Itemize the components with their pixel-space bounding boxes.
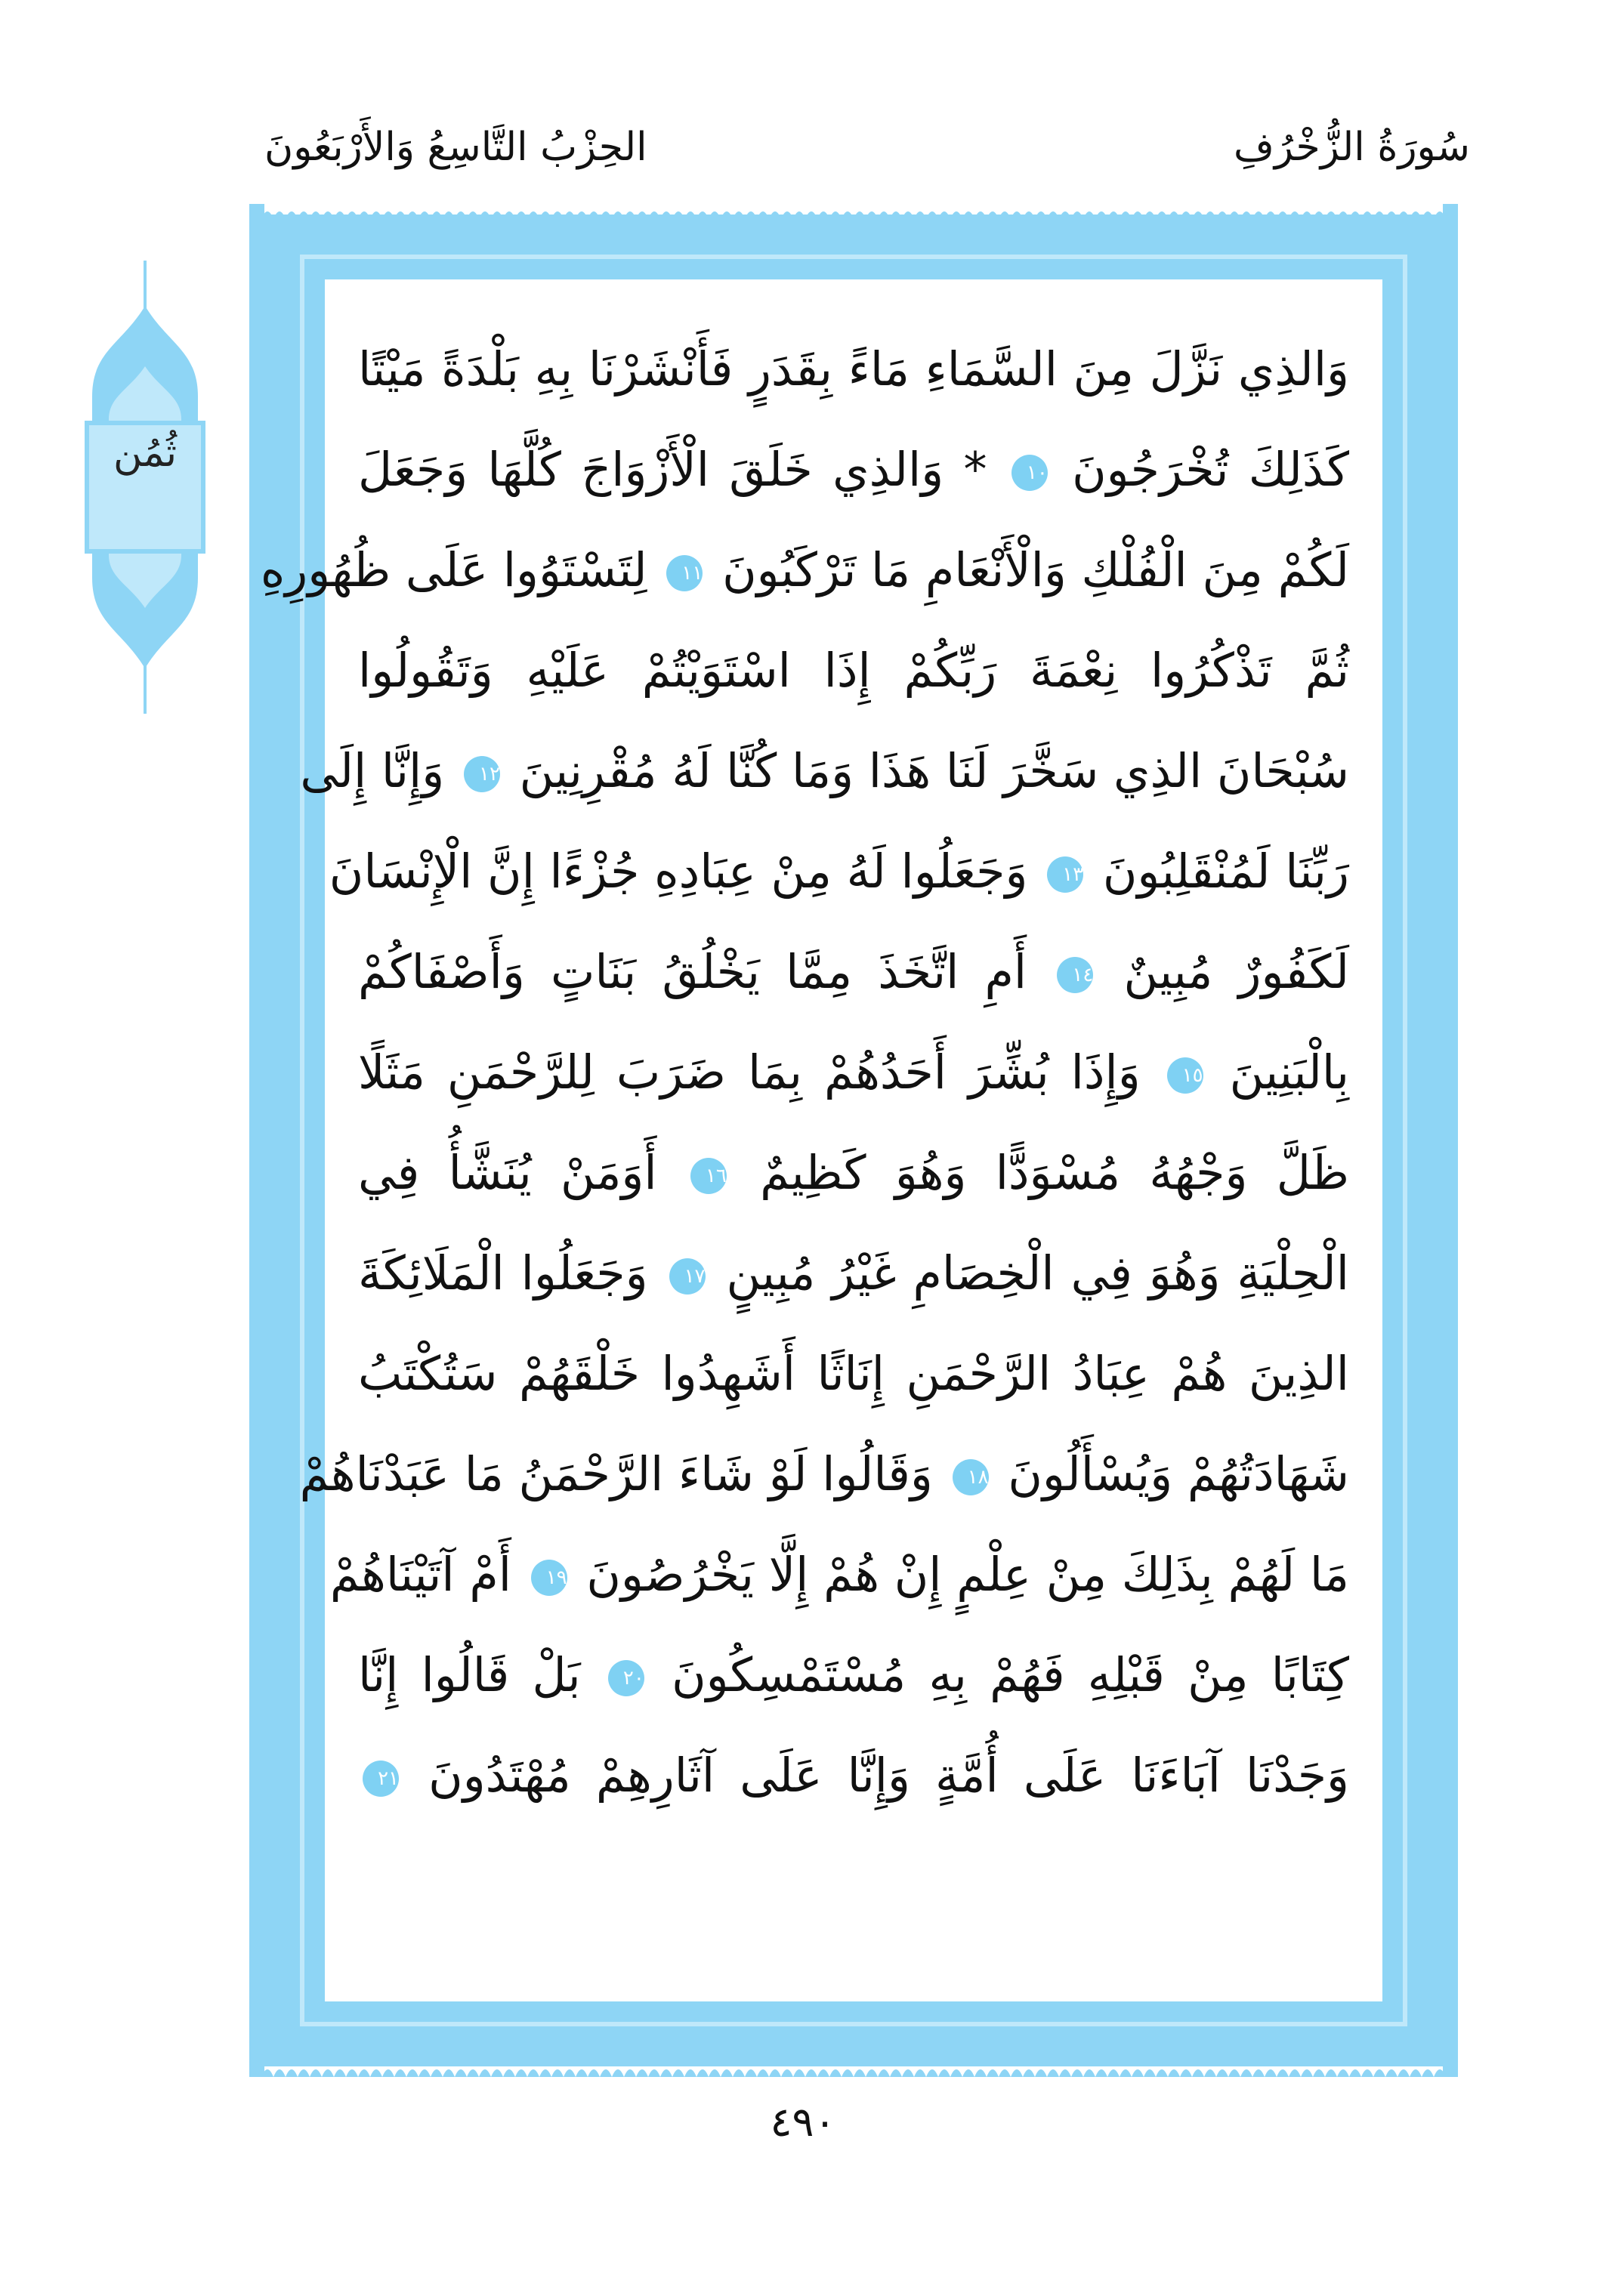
verse-text: أَمْ آتَيْنَاهُمْ — [329, 1547, 511, 1602]
verse-text: لِتَسْتَوُوا عَلَى ظُهُورِهِ — [260, 542, 647, 597]
verse-text: لَكُمْ مِنَ الْفُلْكِ وَالْأَنْعَامِ مَا تَرْكَبُونَ — [722, 542, 1349, 597]
verse-line — [358, 620, 1349, 721]
verse-line — [358, 1625, 1349, 1725]
verse-text: كِتَابًا مِنْ قَبْلِهِ فَهُمْ بِهِ مُسْتَمْسِكُونَ — [672, 1647, 1349, 1702]
verse-line — [299, 1424, 1349, 1524]
verse-text: أَمِ اتَّخَذَ مِمَّا يَخْلُقُ بَنَاتٍ وَأَصْفَاكُمْ — [358, 944, 1027, 999]
verse-text: الْحِلْيَةِ وَهُوَ فِي الْخِصَامِ غَيْرُ مُبِينٍ — [726, 1245, 1350, 1301]
verse-text: رَبِّنَا لَمُنْقَلِبُونَ — [1102, 844, 1349, 899]
thumun-label: ثُمُن — [113, 430, 178, 476]
verse-text: كَذَلِكَ تُخْرَجُونَ — [1072, 442, 1349, 497]
verse-line — [358, 419, 1349, 520]
surah-name: سُورَةُ الزُّخْرُفِ — [1233, 125, 1470, 170]
thumun-ornament-icon — [85, 261, 205, 714]
verse-number-marker: ١٣ — [1047, 856, 1083, 893]
verse-line — [358, 1323, 1349, 1424]
verse-text: وَالذِي نَزَّلَ مِنَ السَّمَاءِ مَاءً بِقَدَرٍ فَأَنْشَرْنَا بِهِ بَلْدَةً مَيْتًا — [358, 341, 1349, 397]
verse-number-marker: ١٦ — [690, 1158, 727, 1194]
page-frame — [249, 204, 1458, 2077]
verse-text: وَإِذَا بُشِّرَ أَحَدُهُمْ بِمَا ضَرَبَ لِلرَّحْمَنِ مَثَلًا — [358, 1045, 1141, 1100]
verse-text: الذِينَ هُمْ عِبَادُ الرَّحْمَنِ إِنَاثًا أَشَهِدُوا خَلْقَهُمْ سَتُكْتَبُ — [358, 1346, 1349, 1401]
verse-number-marker: ١٤ — [1057, 957, 1093, 993]
verse-number-marker: ١٧ — [669, 1258, 706, 1295]
verse-text: أَوَمَنْ يُنَشَّأُ فِي — [358, 1145, 657, 1200]
verse-text: وَإِنَّا إِلَى — [300, 743, 445, 798]
verse-text: شَهَادَتُهُمْ وَيُسْأَلُونَ — [1008, 1446, 1349, 1501]
verse-text: وَجَعَلُوا لَهُ مِنْ عِبَادِهِ جُزْءًا إِنَّ الْإِنْسَانَ — [329, 844, 1028, 899]
verse-line — [300, 721, 1349, 821]
verse-number-marker: ١٥ — [1167, 1057, 1203, 1094]
verse-number-marker: ٢١ — [363, 1761, 399, 1797]
verse-line — [358, 1725, 1349, 1825]
verse-lines — [260, 319, 1350, 1825]
text-area — [260, 289, 1373, 1992]
verse-text: وَجَعَلُوا الْمَلَائِكَةَ — [358, 1245, 648, 1301]
verse-line — [358, 319, 1349, 419]
verse-text: * وَالذِي خَلَقَ الْأَزْوَاجَ كُلَّهَا وَجَعَلَ — [358, 442, 987, 497]
thumun-marker — [85, 261, 205, 714]
verse-line — [260, 520, 1349, 620]
verse-text: سُبْحَانَ الذِي سَخَّرَ لَنَا هَذَا وَمَا كُنَّا لَهُ مُقْرِنِينَ — [519, 743, 1349, 798]
verse-text: وَجَدْنَا آبَاءَنَا عَلَى أُمَّةٍ وَإِنَّا عَلَى آثَارِهِمْ مُهْتَدُونَ — [428, 1748, 1349, 1803]
verse-line — [358, 1223, 1349, 1323]
verse-line — [358, 1022, 1349, 1122]
verse-line — [329, 821, 1349, 921]
verse-text: بَلْ قَالُوا إِنَّا — [358, 1647, 581, 1702]
verse-number-marker: ١١ — [666, 555, 703, 591]
verse-number-marker: ٢٠ — [608, 1660, 644, 1696]
verse-line — [358, 1122, 1349, 1223]
page-number: ٤٩٠ — [770, 2098, 836, 2146]
verse-text: لَكَفُورٌ مُبِينٌ — [1123, 944, 1349, 999]
verse-text: وَقَالُوا لَوْ شَاءَ الرَّحْمَنُ مَا عَبَدْنَاهُمْ — [299, 1446, 933, 1501]
verse-number-marker: ١٨ — [953, 1459, 989, 1495]
verse-number-marker: ١٢ — [464, 756, 500, 792]
verse-number-marker: ١٠ — [1011, 455, 1048, 491]
verse-number-marker: ١٩ — [531, 1560, 567, 1596]
verse-line — [358, 921, 1349, 1022]
verse-text: مَا لَهُمْ بِذَلِكَ مِنْ عِلْمٍ إِنْ هُمْ إِلَّا يَخْرُصُونَ — [586, 1547, 1349, 1602]
verse-text: ثُمَّ تَذْكُرُوا نِعْمَةَ رَبِّكُمْ إِذَا اسْتَوَيْتُمْ عَلَيْهِ وَتَقُولُوا — [358, 643, 1349, 698]
hizb-label: الحِزْبُ التَّاسِعُ وَالأَرْبَعُونَ — [264, 125, 647, 170]
verse-line — [329, 1524, 1349, 1625]
verse-text: بِالْبَنِينَ — [1229, 1045, 1349, 1100]
verse-text: ظَلَّ وَجْهُهُ مُسْوَدًّا وَهُوَ كَظِيمٌ — [760, 1145, 1350, 1200]
